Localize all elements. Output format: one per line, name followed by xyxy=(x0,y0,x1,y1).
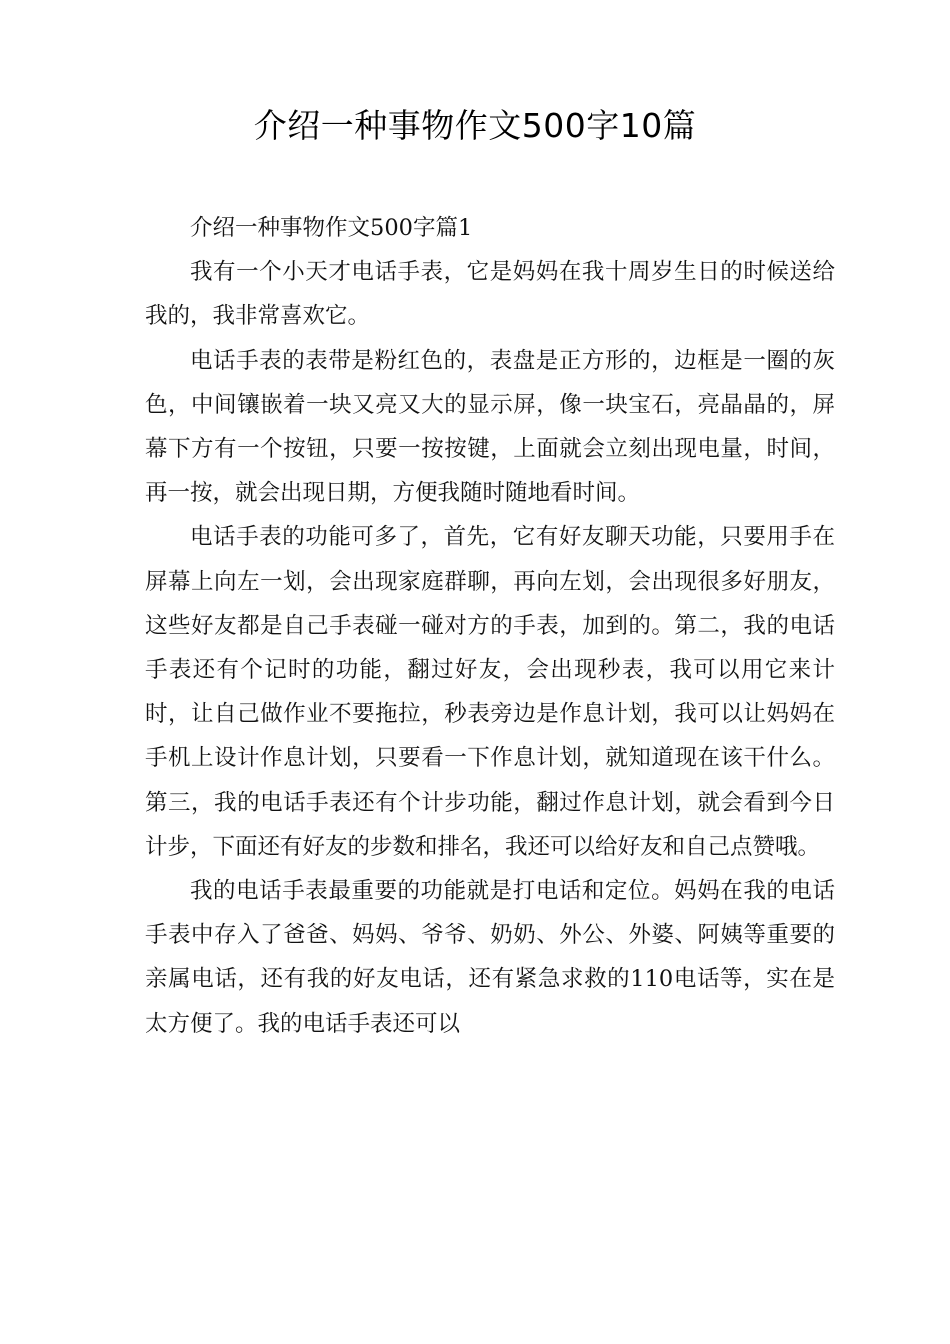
document-title: 介绍一种事物作文500字10篇 xyxy=(253,106,697,145)
paragraph-4: 我的电话手表最重要的功能就是打电话和定位。妈妈在我的电话手表中存入了爸爸、妈妈、爷爷、奶奶、外公、外婆、阿姨等重要的亲属电话，还有我的好友电话，还有紧急求救的110电话等，实在是太方便了。我的电话手表还可以 xyxy=(145,878,835,1037)
section-heading: 介绍一种事物作文500字篇1 xyxy=(190,215,473,241)
document-body xyxy=(145,206,835,1046)
paragraph-3: 电话手表的功能可多了，首先，它有好友聊天功能，只要用手在屏幕上向左一划，会出现家庭群聊，再向左划，会出现很多好朋友，这些好友都是自己手表碰一碰对方的手表，加到的。第二，我的电话手表还有个记时的功能，翻过好友，会出现秒表，我可以用它来计时，让自己做作业不要拖拉，秒表旁边是作息计划，我可以让妈妈在手机上设计作息计划，只要看一下作息计划，就知道现在该干什么。第三，我的电话手表还有个计步功能，翻过作息计划，就会看到今日计步，下面还有好友的步数和排名，我还可以给好友和自己点赞哦。 xyxy=(145,524,835,860)
paragraph-2: 电话手表的表带是粉红色的，表盘是正方形的，边框是一圈的灰色，中间镶嵌着一块又亮又大的显示屏，像一块宝石，亮晶晶的，屏幕下方有一个按钮，只要一按按键，上面就会立刻出现电量，时间，再一按，就会出现日期，方便我随时随地看时间。 xyxy=(145,347,835,507)
paragraph-1: 我有一个小天才电话手表，它是妈妈在我十周岁生日的时候送给我的，我非常喜欢它。 xyxy=(145,259,835,330)
